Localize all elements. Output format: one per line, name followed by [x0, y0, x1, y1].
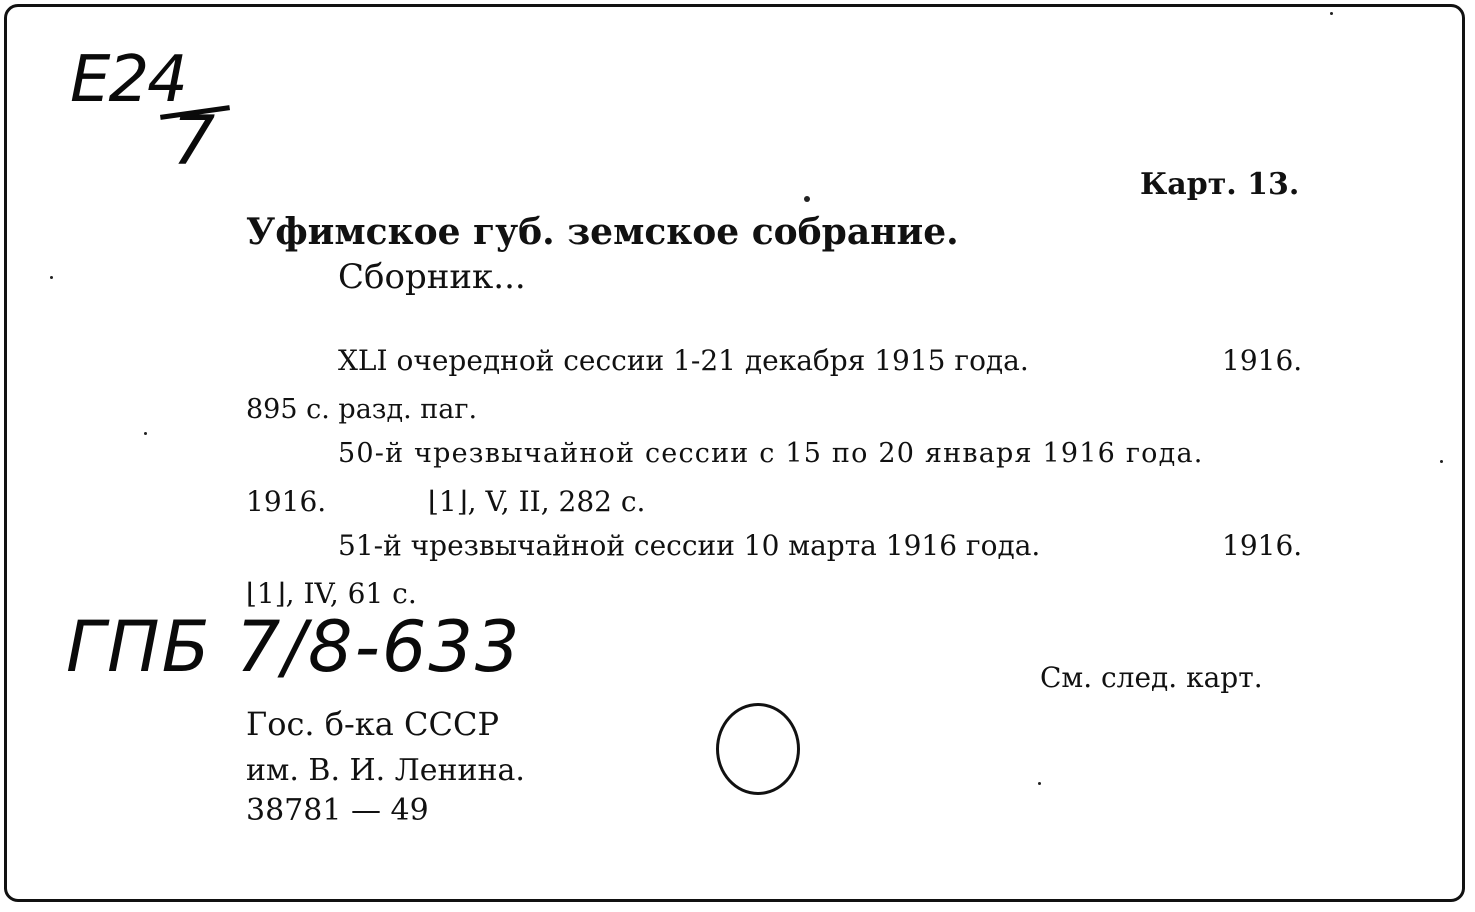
card-heading: Уфимское губ. земское собрание.	[246, 211, 959, 253]
print-number: 38781 — 49	[246, 793, 429, 828]
entry-year: 1916.	[1222, 344, 1303, 377]
scan-speck	[804, 196, 810, 202]
scan-speck	[1440, 460, 1443, 463]
entry-description: ⌊1⌋, V, II, 282 с.	[428, 485, 646, 518]
entry-year: 1916.	[246, 485, 327, 518]
scan-speck	[50, 276, 53, 279]
entry-title: XLI очередной сессии 1-21 декабря 1915 года.	[338, 344, 1029, 377]
entry-title: 51-й чрезвычайной сессии 10 марта 1916 года.	[338, 529, 1041, 562]
entry-title: 50-й чрезвычайной сессии с 15 по 20 января 1916 года.	[338, 438, 1204, 469]
handwritten-shelfmark-top: E24	[70, 43, 186, 117]
punch-hole	[716, 703, 800, 795]
handwritten-cipher: ГПБ 7/8-633	[66, 606, 522, 688]
see-next-card: См. след. карт.	[1040, 661, 1263, 694]
scan-speck	[1038, 782, 1041, 785]
entry-year: 1916.	[1222, 529, 1303, 562]
library-line: им. В. И. Ленина.	[246, 753, 525, 788]
entry-description: ⌊1⌋, IV, 61 с.	[246, 577, 417, 610]
scan-speck	[144, 432, 147, 435]
entry-description: 895 с. разд. паг.	[246, 394, 478, 425]
card-subheading: Сборник...	[338, 257, 526, 297]
library-line: Гос. б-ка СССР	[246, 705, 500, 743]
card-number: Карт. 13.	[1140, 167, 1300, 202]
scan-speck	[1330, 12, 1333, 15]
handwritten-shelfmark-bottom: 7	[172, 102, 216, 181]
